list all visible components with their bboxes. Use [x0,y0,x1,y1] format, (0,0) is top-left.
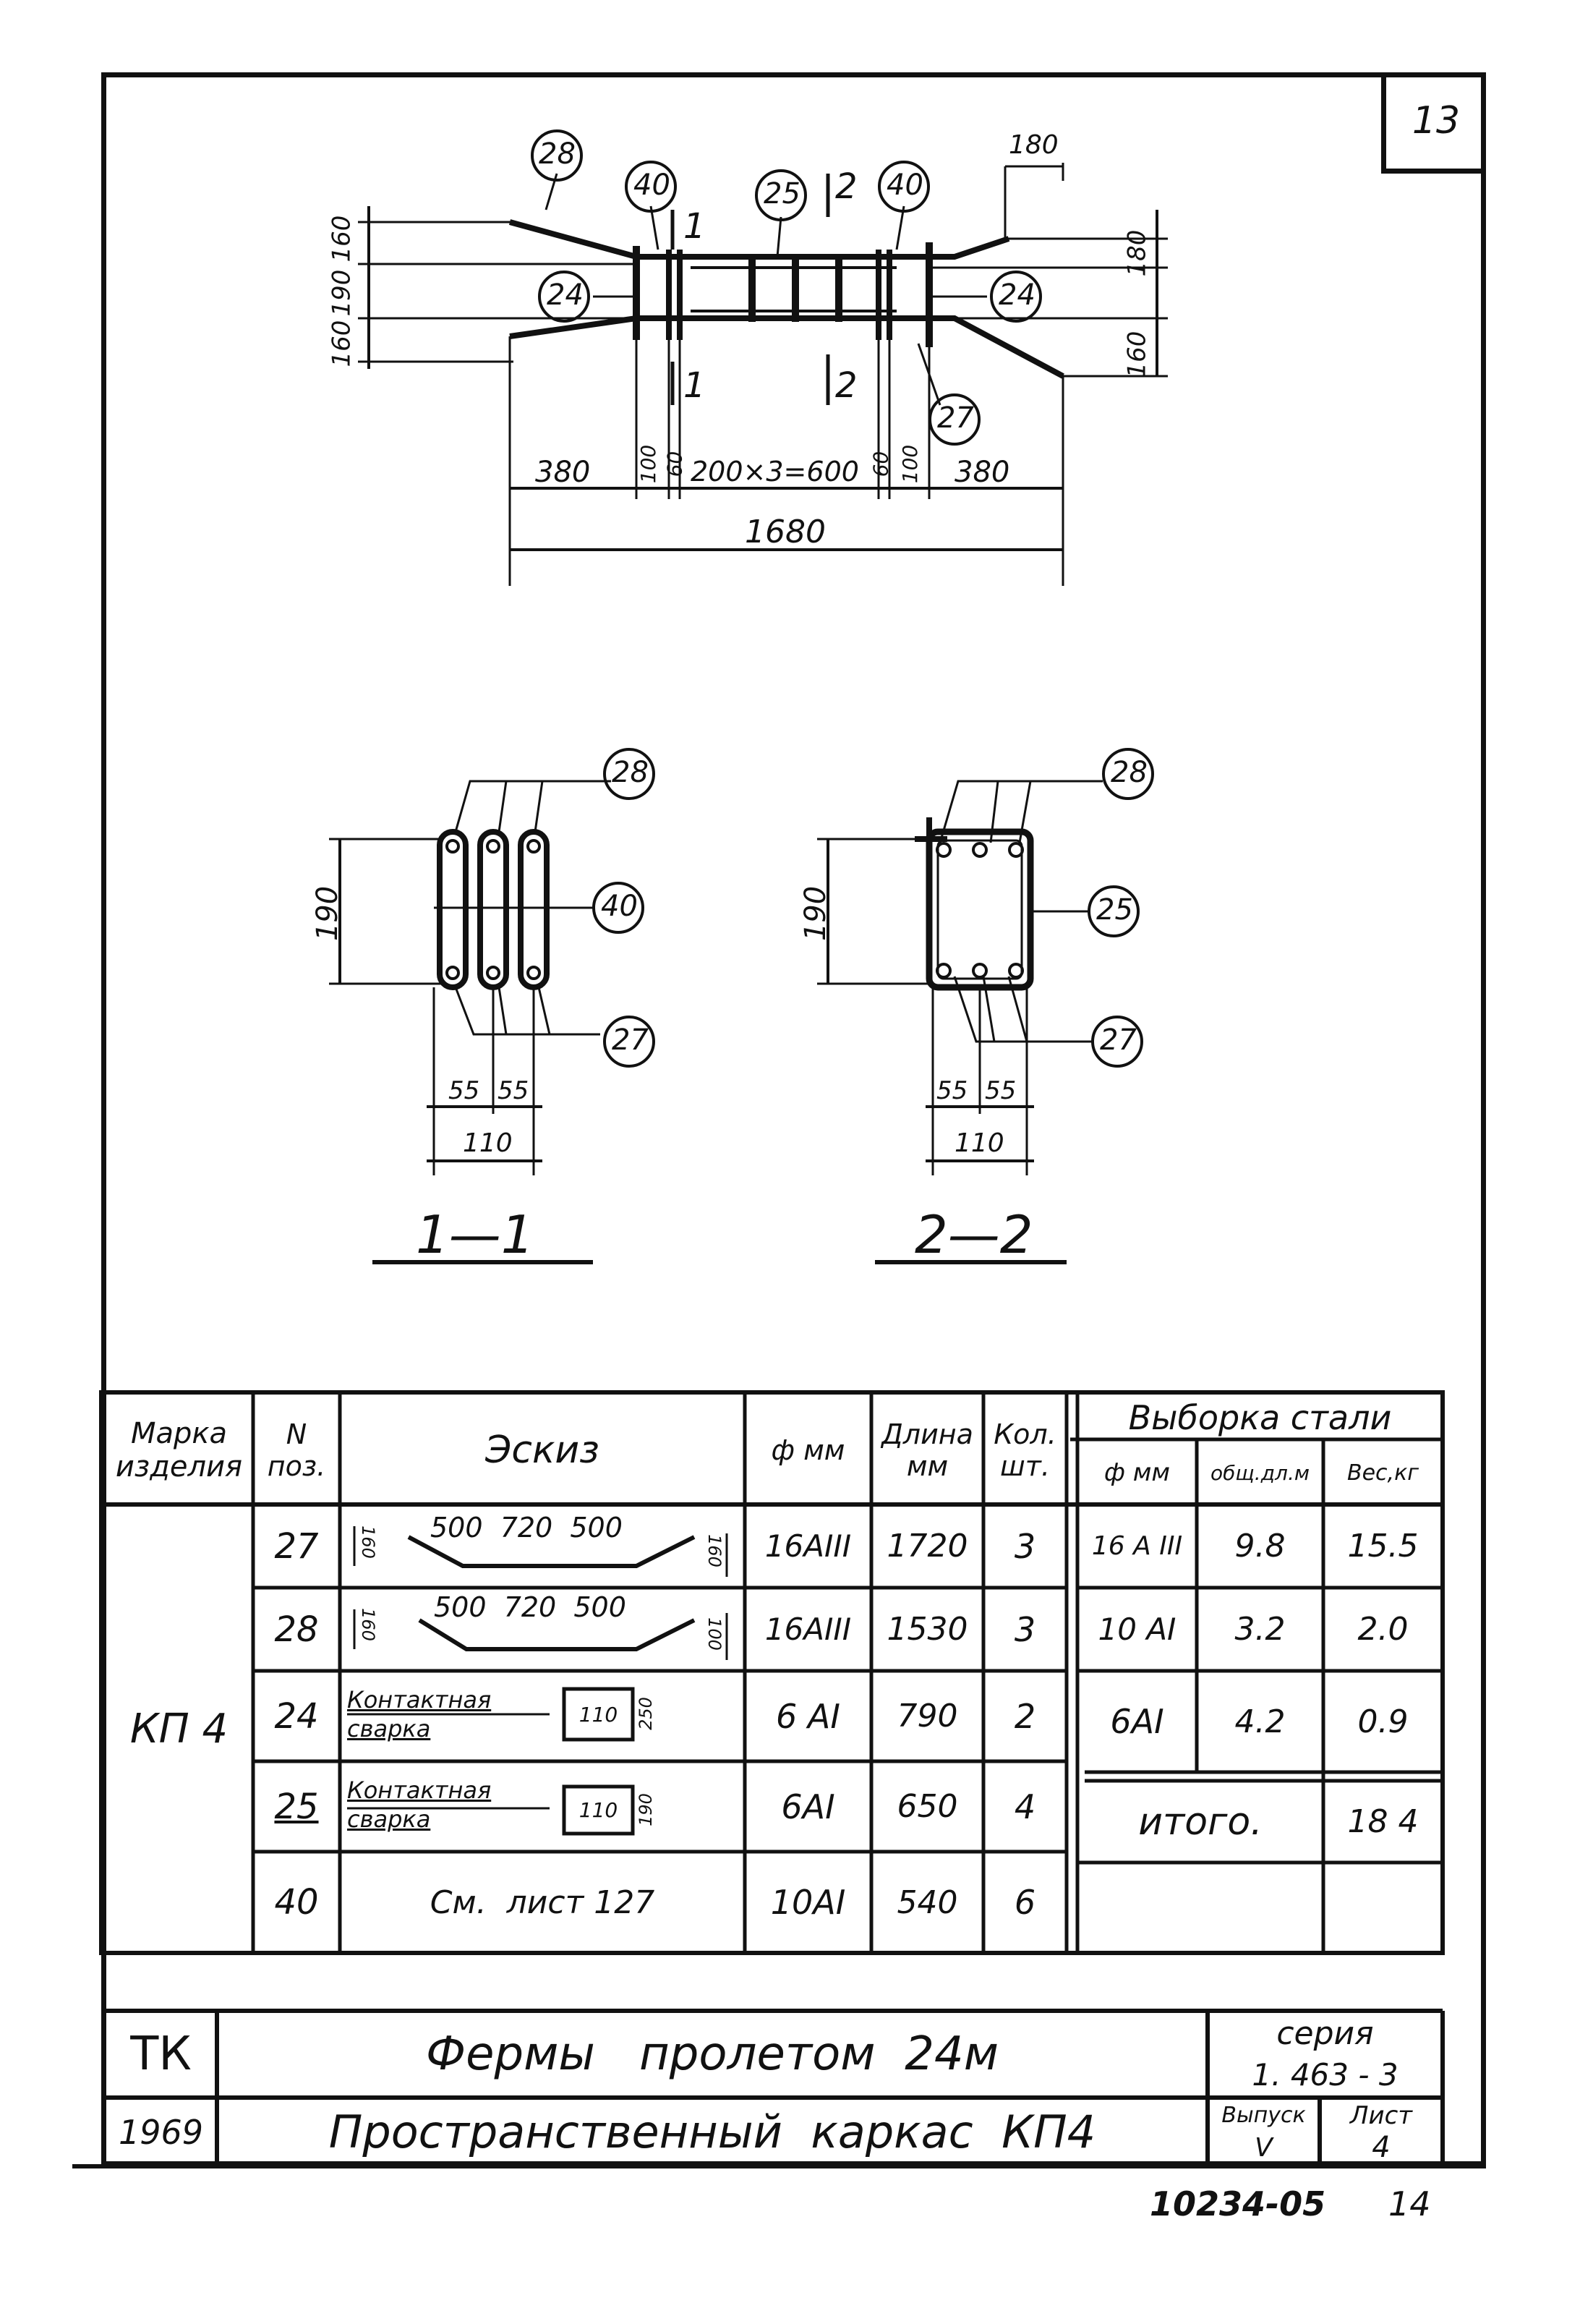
row-25-pos: 25 [274,1786,319,1827]
sel-1-len: 9.8 [1234,1528,1286,1565]
titleblock-sheet-label: Лист [1349,2100,1413,2130]
titleblock-series-label: серия [1276,2014,1374,2052]
section-1-view [329,749,654,1262]
row-24-diam: 6 АI [776,1696,840,1736]
header-pos: N поз. [267,1418,326,1482]
section-1-title: 1—1 [416,1204,534,1265]
titleblock-issue-label: Выпуск [1221,2103,1306,2128]
sec2-pos-27: 27 [1100,1023,1137,1057]
sel-2-weight: 2.0 [1357,1611,1409,1648]
row-24-qty: 2 [1014,1696,1036,1736]
dim-bottom-600: 200×3=600 [691,456,859,488]
dim-top-right-180: 180 [1009,130,1059,160]
sel-1-diam: 16 А III [1091,1531,1183,1561]
row-28-length: 1530 [887,1611,968,1648]
row-40-sketch-text: См. лист 127 [430,1884,655,1921]
row-24-box-width: 110 [578,1702,618,1727]
dim-bottom-60-left: 60 [662,451,687,477]
section-mark-2-top: 2 [835,166,858,207]
row-25-box-height: 190 [635,1793,656,1826]
row-28-sketch-right: 100 [704,1617,725,1651]
row-24-length: 790 [897,1698,958,1735]
sec1-dim-55-a: 55 [448,1076,480,1105]
row-28-qty: 3 [1014,1609,1036,1649]
header-selection: Выборка стали [1128,1398,1392,1437]
sec1-pos-28: 28 [612,756,649,789]
titleblock-sheet-value: 4 [1372,2131,1391,2164]
dim-right-160: 160 [1122,331,1152,378]
sel-2-diam: 10 АI [1098,1612,1177,1647]
row-28-diam: 16АIII [764,1612,852,1647]
sel-3-len: 4.2 [1234,1703,1286,1740]
row-40-qty: 6 [1014,1883,1036,1922]
product-mark: КП 4 [129,1705,229,1753]
plan-pos-40-left: 40 [633,169,670,202]
header-length: Длина мм [881,1418,973,1482]
row-28-pos: 28 [274,1609,319,1650]
dim-total-1680: 1680 [745,514,826,550]
total-value: 18 4 [1347,1803,1419,1840]
dim-bottom-60-right: 60 [868,451,893,477]
dim-left-190: 190 [327,269,356,317]
sec2-dim-55-b: 55 [985,1076,1017,1105]
row-25-diam: 6АI [781,1787,835,1826]
row-27-pos: 27 [274,1525,319,1567]
header-sel-len: общ.дл.м [1210,1460,1310,1485]
row-40-pos: 40 [274,1882,319,1923]
row-25-length: 650 [897,1788,958,1825]
row-24-pos: 24 [274,1695,319,1737]
row-27-length: 1720 [887,1528,968,1565]
titleblock-title-1: Фермы пролетом 24м [426,2027,999,2081]
section-mark-1-bottom: 1 [683,365,706,406]
titleblock-series-value: 1. 463 - 3 [1252,2056,1398,2093]
row-40-diam: 10АI [770,1883,846,1922]
sel-3-weight: 0.9 [1357,1703,1409,1740]
header-sel-weight: Вес,кг [1347,1460,1419,1486]
row-40-length: 540 [897,1884,958,1921]
row-24-box-height: 250 [635,1697,656,1730]
dim-left-160-top: 160 [327,215,356,263]
section-mark-2-bottom: 2 [835,365,858,406]
header-sel-diam: ф мм [1103,1458,1171,1487]
sec2-pos-25: 25 [1096,893,1133,927]
sec1-width-110: 110 [463,1128,513,1158]
sheet-number: 13 [1381,72,1486,174]
sec2-width-110: 110 [955,1128,1004,1158]
sec1-height-190: 190 [311,885,345,942]
titleblock-issue-value: V [1255,2132,1273,2163]
plan-pos-28: 28 [539,137,576,171]
titleblock-year: 1969 [118,2112,204,2152]
row-25-qty: 4 [1014,1787,1036,1826]
row-27-sketch-left: 160 [357,1525,378,1559]
row-25-sketch-text: Контактная сварка [347,1776,492,1833]
plan-pos-25: 25 [764,177,800,210]
plan-pos-27: 27 [937,401,974,435]
sel-3-diam: 6АI [1110,1702,1164,1741]
row-25-box-width: 110 [578,1798,618,1822]
row-27-sketch-dims: 500 720 500 [430,1512,623,1544]
dim-bottom-380-left: 380 [535,456,591,489]
row-27-qty: 3 [1014,1526,1036,1566]
sel-2-len: 3.2 [1234,1611,1286,1648]
plan-pos-24-right: 24 [999,278,1035,312]
sec2-pos-28: 28 [1111,756,1148,789]
dim-bottom-100-left: 100 [636,444,661,484]
section-2-view [817,749,1153,1262]
row-24-sketch-text: Контактная сварка [347,1686,492,1742]
row-27-diam: 16АIII [764,1528,852,1564]
footer-page: 14 [1388,2184,1431,2223]
sec2-dim-55-a: 55 [936,1076,968,1105]
dim-right-180: 180 [1122,229,1152,277]
titleblock-title-2: Пространственный каркас КП4 [328,2106,1096,2158]
sec2-height-190: 190 [799,885,833,942]
section-2-title: 2—2 [915,1204,1033,1265]
dim-bottom-100-right: 100 [898,444,923,484]
header-diam: ф мм [771,1434,845,1466]
dim-left-160-bottom: 160 [327,320,356,367]
plan-pos-24-left: 24 [547,278,584,312]
header-qty: Кол. шт. [994,1418,1056,1482]
plan-pos-40-right: 40 [887,169,923,202]
row-28-sketch-dims: 500 720 500 [434,1591,626,1623]
row-27-sketch-right: 160 [704,1534,725,1567]
section-mark-1-top: 1 [683,206,706,247]
sel-1-weight: 15.5 [1347,1528,1419,1565]
sec1-pos-40: 40 [601,890,638,923]
header-sketch: Эскиз [485,1429,599,1472]
sec1-pos-27: 27 [612,1023,649,1057]
dim-bottom-380-right: 380 [955,456,1010,489]
titleblock-org: ТК [130,2027,192,2081]
footer-code: 10234-05 [1150,2184,1326,2223]
header-mark: Марка изделия [115,1417,243,1484]
row-28-sketch-left: 160 [357,1608,378,1641]
total-label: итого. [1138,1800,1263,1844]
sec1-dim-55-b: 55 [498,1076,529,1105]
